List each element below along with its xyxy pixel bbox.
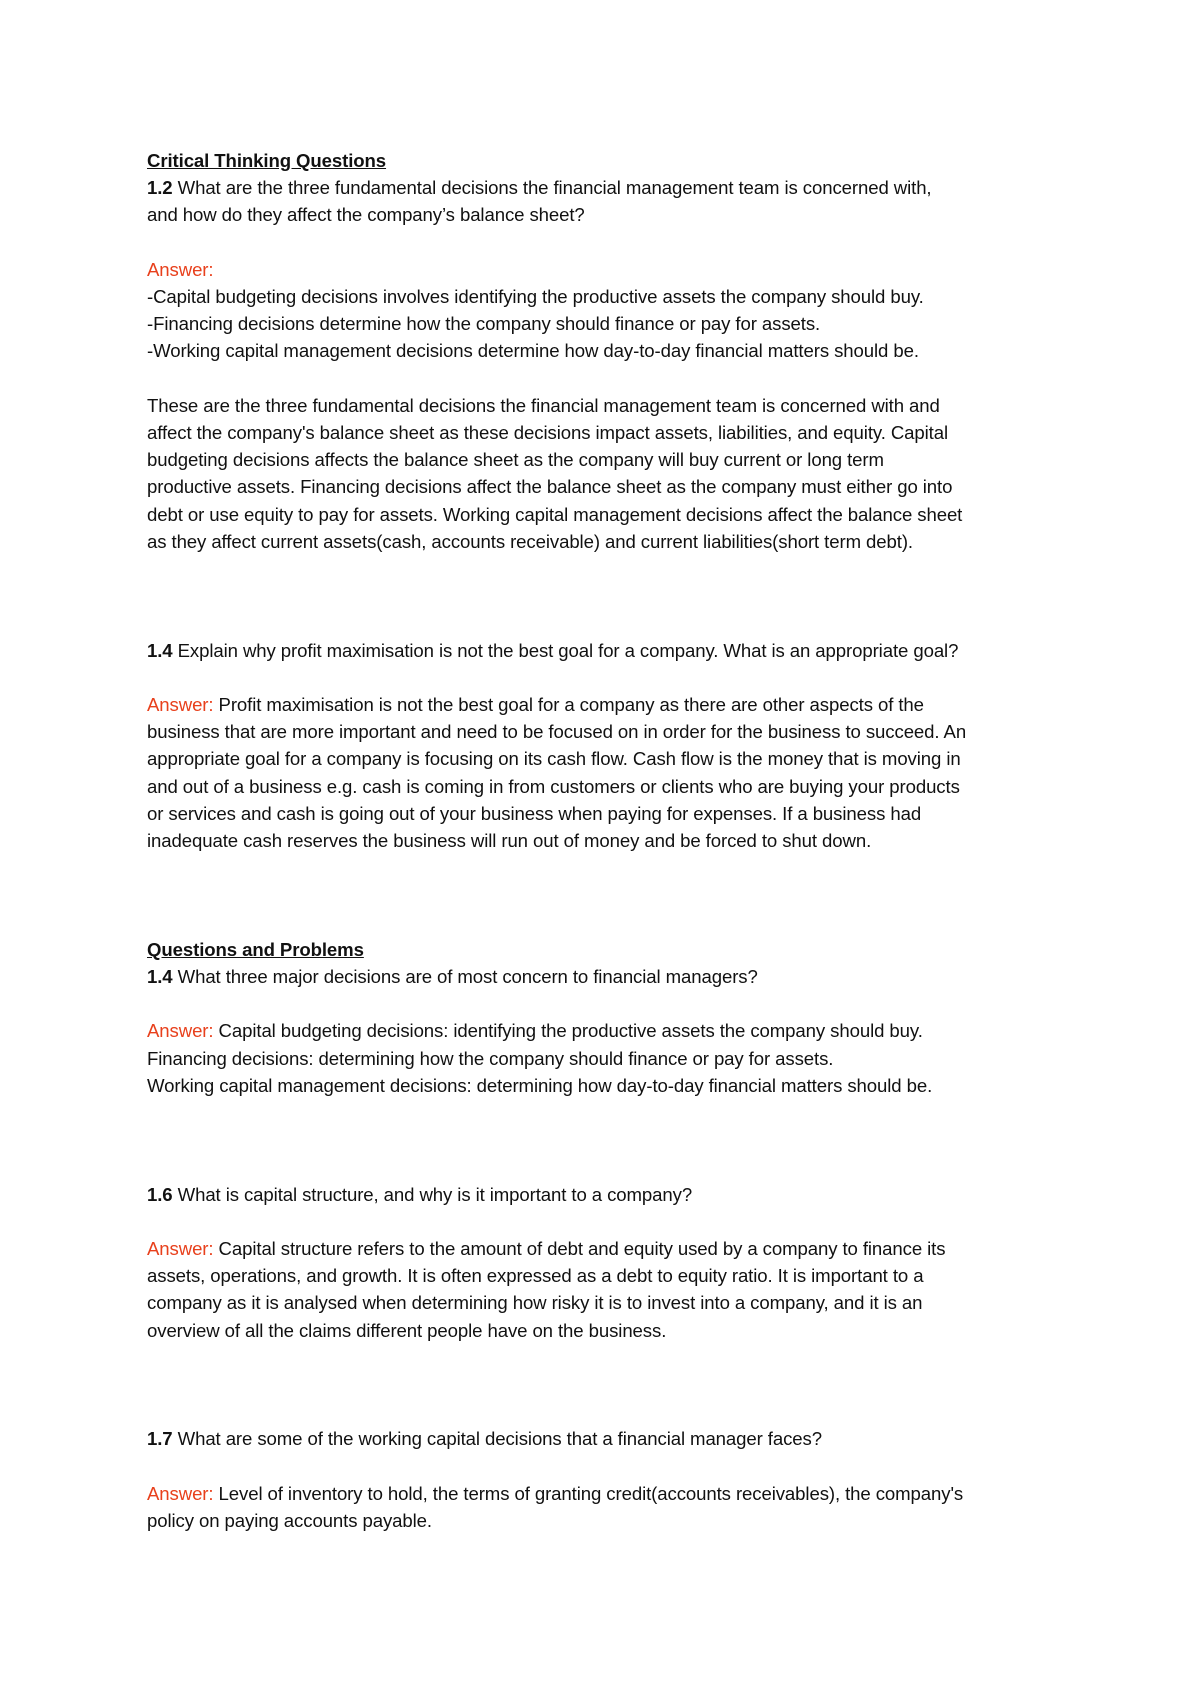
section-heading-questions-problems: Questions and Problems: [147, 938, 364, 960]
question-1-4-critical: [147, 637, 1057, 664]
question-1-4-problems: [147, 963, 1057, 990]
answer-text-line: or services and cash is going out of your business when paying for expenses. If a business had: [147, 802, 922, 824]
answer-text-line: assets, operations, and growth. It is often expressed as a debt to equity ratio. It is important to a: [147, 1265, 924, 1287]
answer-paragraph-line: debt or use equity to pay for assets. Working capital management decisions affect the balance sheet: [147, 503, 963, 525]
question-text: What are some of the working capital decisions that a financial manager faces?: [172, 1428, 822, 1450]
answer-text: Capital budgeting decisions: identifying the productive assets the company should buy.: [213, 1020, 923, 1042]
answer-list-item: -Capital budgeting decisions involves identifying the productive assets the company should buy.: [147, 286, 924, 307]
answer-paragraph-line: budgeting decisions affects the balance sheet as the company will buy current or long term: [147, 449, 884, 471]
question-1-2: [147, 174, 1057, 228]
answer-text: Level of inventory to hold, the terms of granting credit(accounts receivables), the company's: [213, 1482, 964, 1504]
document-content: [147, 147, 1057, 1534]
answer-text-line: Working capital management decisions: determining how day-to-day financial matters should be.: [147, 1074, 933, 1096]
answer-1-4-problems: [147, 1017, 1057, 1099]
answer-paragraph-line: affect the company's balance sheet as these decisions impact assets, liabilities, and equity. Capital: [147, 422, 949, 443]
answer-label: Answer:: [147, 1238, 214, 1259]
answer-text-line: inadequate cash reserves the business will run out of money and be forced to shut down.: [147, 830, 872, 852]
answer-paragraph-line: These are the three fundamental decisions the financial management team is concerned with and: [147, 394, 940, 416]
question-number: 1.2: [147, 177, 173, 199]
answer-1-2: [147, 256, 1057, 555]
question-1-7: [147, 1425, 1057, 1452]
question-text: Explain why profit maximisation is not the best goal for a company. What is an appropriate goal?: [172, 639, 959, 661]
section-heading-critical-thinking: Critical Thinking Questions: [147, 150, 387, 171]
answer-list-item: -Financing decisions determine how the company should finance or pay for assets.: [147, 313, 821, 335]
answer-text-line: appropriate goal for a company is focusing on its cash flow. Cash flow is the money that is moving in: [147, 748, 961, 770]
answer-text-line: and out of a business e.g. cash is coming in from customers or clients who are buying your products: [147, 775, 960, 797]
question-text: What are the three fundamental decisions the financial management team is concerned with,: [172, 177, 932, 199]
answer-1-7: [147, 1480, 1057, 1534]
answer-label: Answer:: [147, 1482, 214, 1504]
answer-text-line: business that are more important and need to be focused on in order for the business to succeed. An: [147, 721, 967, 743]
answer-list-item: -Working capital management decisions determine how day-to-day financial matters should be.: [147, 340, 919, 362]
answer-1-6: [147, 1235, 1057, 1344]
question-text: What is capital structure, and why is it important to a company?: [172, 1183, 693, 1205]
answer-text-line: policy on paying accounts payable.: [147, 1510, 432, 1531]
question-number: 1.4: [147, 639, 173, 661]
question-text: What three major decisions are of most concern to financial managers?: [172, 966, 758, 988]
answer-label: Answer:: [147, 1020, 214, 1042]
answer-paragraph-line: productive assets. Financing decisions affect the balance sheet as the company must either go into: [147, 476, 953, 498]
answer-text: Capital structure refers to the amount of debt and equity used by a company to finance its: [213, 1238, 946, 1259]
question-number: 1.7: [147, 1428, 173, 1450]
answer-1-4-critical: [147, 691, 1057, 854]
answer-label: Answer:: [147, 694, 214, 715]
answer-label: Answer:: [147, 258, 214, 280]
question-text: and how do they affect the company’s balance sheet?: [147, 204, 585, 226]
answer-text: Profit maximisation is not the best goal for a company as there are other aspects of the: [213, 694, 924, 715]
answer-text-line: company as it is analysed when determining how risky it is to invest into a company, and it is an: [147, 1292, 923, 1314]
answer-text-line: overview of all the claims different people have on the business.: [147, 1319, 667, 1341]
answer-text-line: Financing decisions: determining how the company should finance or pay for assets.: [147, 1047, 834, 1069]
question-number: 1.6: [147, 1183, 173, 1205]
question-1-6: [147, 1181, 1057, 1208]
answer-paragraph-line: as they affect current assets(cash, accounts receivable) and current liabilities(short term debt).: [147, 530, 913, 552]
question-number: 1.4: [147, 966, 173, 988]
